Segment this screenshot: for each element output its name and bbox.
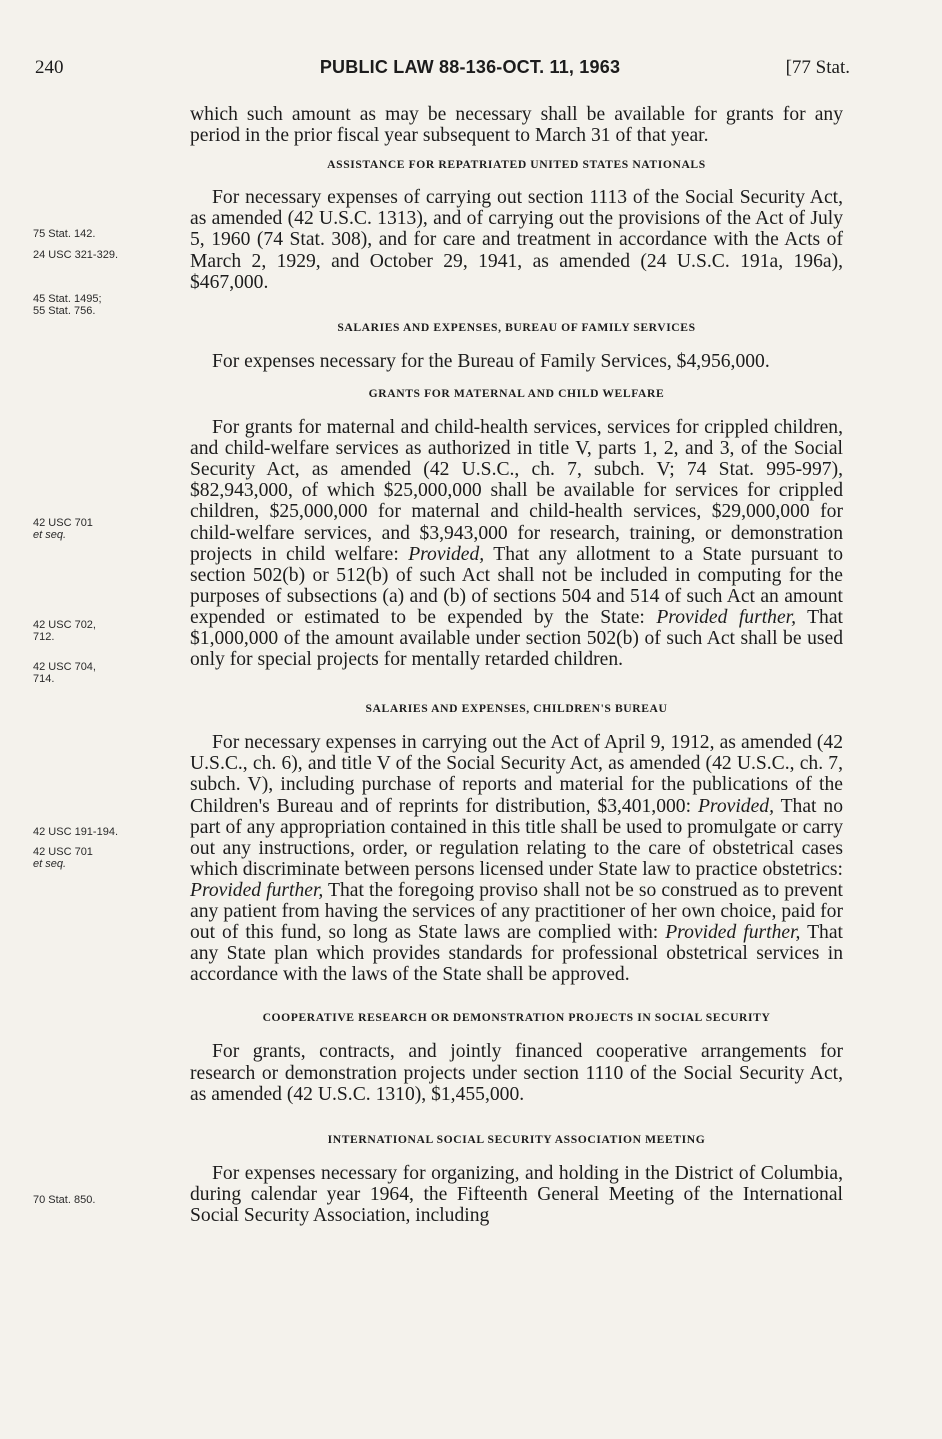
section-heading: INTERNATIONAL SOCIAL SECURITY ASSOCIATION MEETING [327, 1132, 706, 1146]
section-paragraph: For necessary expenses in carrying out the Act of April 9, 1912, as amended (42 U.S.C., ch. 6), and title V of the Social Security Act, as amended (42 U.S.C., ch. 7, subch. V), including purchase of reports and material for the publications of the Children's Bureau and of reprints for distribution, $3,401,000: Provided, That no part of any appropriation contained in this title shall be used to promulgate or carry out any instructions, order, or regulation relating to the care of obstetrical cases which discriminate between persons licensed under State law to practice obstetrics: Provided further, That the foregoing proviso shall not be so construed as to prevent any patient from having the services of any practitioner of her own choice, paid for out of this fund, so long as State laws are complied with: Provided further, That any State plan which provides standards for professional obstetrical services in accordance with the laws of the State shall be approved. [190, 732, 844, 986]
section-heading: SALARIES AND EXPENSES, CHILDREN'S BUREAU [365, 702, 668, 716]
margin-citation: 24 USC 321-329. [33, 249, 118, 261]
section-paragraph: For grants for maternal and child-health services, services for crippled children, and child-welfare services as authorized in title V, parts 1, 2, and 3, of the Social Security Act, as amended (42 U.S.C., ch. 7, subch. V; 74 Stat. 995-997), $82,943,000, of which $25,000,000 shall be available for services for crippled children, $25,000,000 for maternal and child-health services, $29,000,000 for child-welfare services, and $3,943,000 for research, training, or demonstration projects in child welfare: Provided, That any allotment to a State pursuant to section 502(b) or 512(b) of such Act shall not be included in computing for the purposes of subsections (a) and (b) of sections 504 and 514 of such Act an amount expended or estimated to be expended by the State: Provided further, That $1,000,000 of the amount available under section 502(b) of such Act shall be used only for special projects for mentally retarded children. [190, 417, 843, 671]
section-heading: SALARIES AND EXPENSES, BUREAU OF FAMILY SERVICES [337, 320, 696, 334]
margin-citation: 45 Stat. 1495; 55 Stat. 756. [33, 293, 102, 317]
page-header [0, 57, 942, 87]
section-paragraph: For grants, contracts, and jointly financed cooperative arrangements for research or demonstration projects under section 1110 of the Social Security Act, as amended (42 U.S.C. 1310), $1,455,000. [190, 1041, 843, 1105]
section-paragraph: For necessary expenses of carrying out section 1113 of the Social Security Act, as amended (42 U.S.C. 1313), and of carrying out the provisions of the Act of July 5, 1960 (74 Stat. 308), and for care and treatment in accordance with the Acts of March 2, 1929, and October 29, 1941, as amended (24 U.S.C. 191a, 196a), $467,000. [190, 187, 843, 293]
margin-citation: 42 USC 191-194. [33, 826, 118, 838]
margin-citation: 42 USC 701 et seq. [33, 846, 93, 870]
page-number: 240 [35, 57, 64, 78]
margin-citation: 75 Stat. 142. [33, 228, 96, 240]
running-title: PUBLIC LAW 88-136-OCT. 11, 1963 [319, 57, 621, 77]
section-paragraph: For expenses necessary for organizing, and holding in the District of Columbia, during calendar year 1964, the Fifteenth General Meeting of the International Social Security Association, including [190, 1162, 843, 1227]
section-paragraph: For expenses necessary for the Bureau of Family Services, $4,956,000. [212, 350, 770, 372]
margin-citation: 70 Stat. 850. [33, 1194, 96, 1206]
section-heading: ASSISTANCE FOR REPATRIATED UNITED STATES NATIONALS [327, 158, 706, 172]
statute-reference: [77 Stat. [785, 57, 850, 78]
section-heading: GRANTS FOR MATERNAL AND CHILD WELFARE [368, 386, 665, 400]
margin-citation: 42 USC 704, 714. [33, 661, 96, 685]
body-text [190, 104, 843, 1226]
margin-citation: 42 USC 701 et seq. [33, 517, 93, 541]
margin-citation: 42 USC 702, 712. [33, 619, 96, 643]
section-heading: COOPERATIVE RESEARCH OR DEMONSTRATION PROJECTS IN SOCIAL SECURITY [262, 1011, 771, 1025]
continuation-paragraph: which such amount as may be necessary shall be available for grants for any period in the prior fiscal year subsequent to March 31 of that year. [190, 104, 843, 147]
